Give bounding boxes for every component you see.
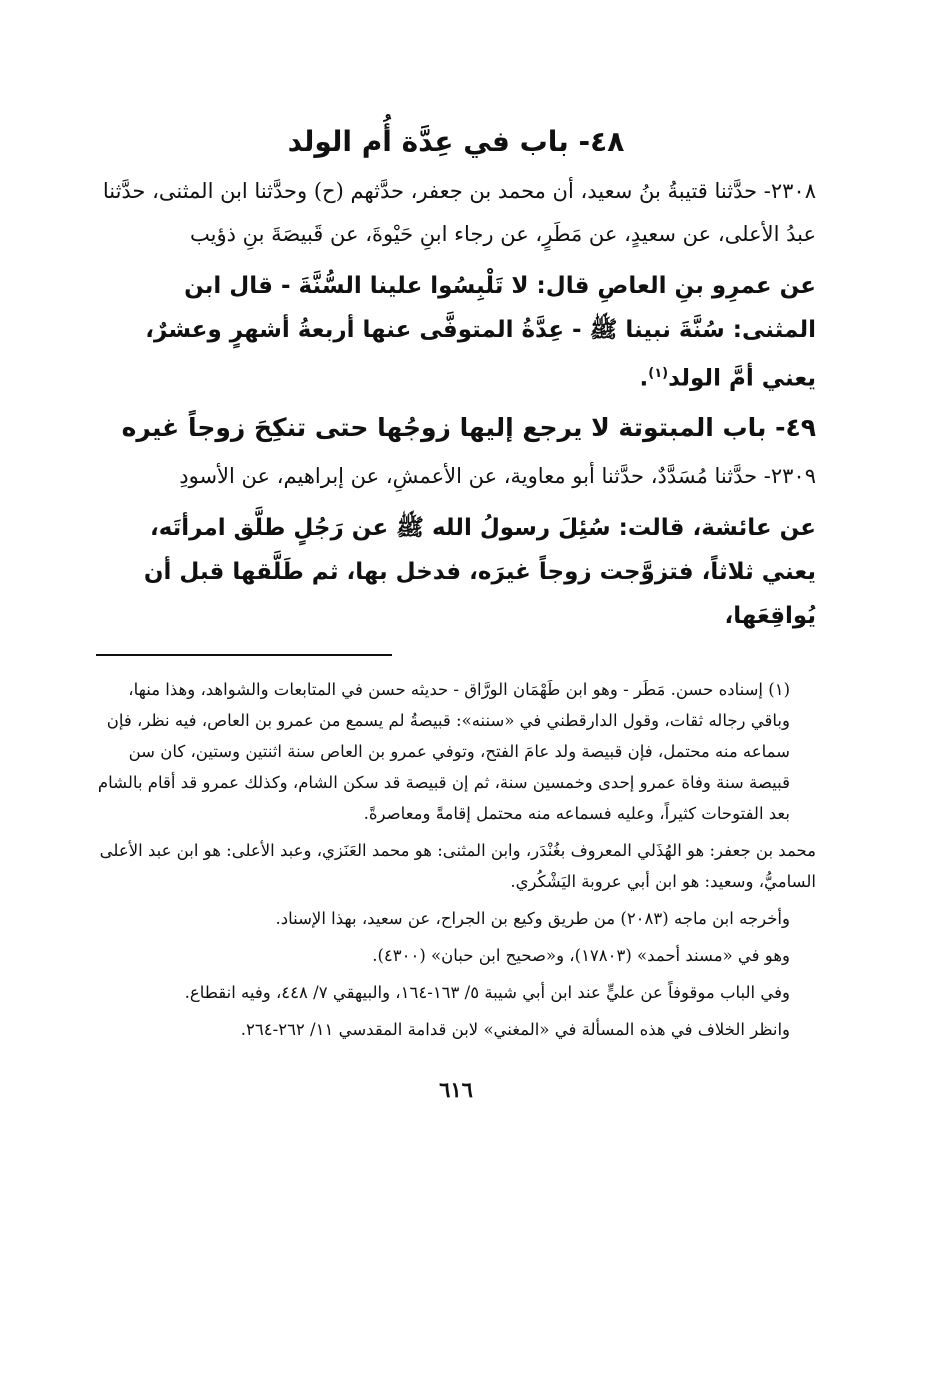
footnote-ref-1[interactable]: (١): [648, 366, 669, 381]
hadith-2309-matn: عن عائشة، قالت: سُئِلَ رسولُ الله ﷺ عن رَجُلٍ طلَّق امرأتَه، يعني ثلاثاً، فتزوَّجت زوجاً غيرَه، فدخل بها، ثم طَلَّقها قبل أن يُواقِعَها،: [143, 514, 816, 629]
hadith-2308-isnad: ٢٣٠٨- حدَّثنا قتيبةُ بنُ سعيد، أن محمد بن جعفر، حدَّثهم (ح) وحدَّثنا ابن المثنى، حدَّثنا عبدُ الأعلى، عن سعيدٍ، عن مَطَرٍ، عن رجاء ابنِ حَيْوةَ، عن قَبيصَةَ بنِ ذؤيب: [102, 179, 816, 246]
hadith-2308-matn: [96, 264, 816, 401]
footnote-mughni: وانظر الخلاف في هذه المسألة في «المغني» لابن قدامة المقدسي ١١/ ٢٦٢-٢٦٤.: [240, 1019, 790, 1039]
matn-end-mark: .: [639, 365, 649, 392]
chapter-49-title: ٤٩- باب المبتوتة لا يرجع إليها زوجُها حتى تنكِحَ زوجاً غيره: [121, 412, 816, 442]
footnote-separator-wrap: [96, 654, 816, 656]
hadith-2308-matn-text: عن عمرِو بنِ العاصِ قال: لا تَلْبِسُوا علينا السُّنَّةَ - قال ابن المثنى: سُنَّةَ نبينا ﷺ - عِدَّةُ المتوفَّى عنها أربعةُ أشهرٍ وعشرٌ، يعني أمَّ الولد: [145, 273, 816, 392]
footnote-1: (١) إسناده حسن. مَطَر - وهو ابن طَهْمَان الورَّاق - حديثه حسن في المتابعات والشواهد، وهذا منها، وباقي رجاله ثقات، وقول الدارقطني في «سننه»: قبيصةُ لم يسمع من عمرو بن العاص، فيه نظر، فإن سماعه منه محتمل، فإن قبيصة ولد عامَ الفتح، وتوفي عمرو بن العاص سنة اثنتين وستين، كان سن قبيصة سنة وفاة عمرو إحدى وخمسين سنة، ثم إن قبيصة قد سكن الشام، وكذلك عمرو قد أقام بالشام بعد الفتوحات كثيراً، وعليه فسماعه منه محتمل إقامةً ومعاصرةً.: [97, 679, 790, 823]
hadith-2309-isnad: ٢٣٠٩- حدَّثنا مُسَدَّدٌ، حدَّثنا أبو معاوية، عن الأعمشِ، عن إبراهيم، عن الأسودِ: [179, 463, 816, 488]
footnotes: [96, 674, 816, 1045]
footnote-mawquf: وفي الباب موقوفاً عن عليٍّ عند ابن أبي شيبة ٥/ ١٦٣-١٦٤، والبيهقي ٧/ ٤٤٨، وفيه انقطاع.: [184, 982, 790, 1002]
chapter-48-title: ٤٨- باب في عِدَّة أُم الولد: [287, 125, 625, 158]
footnote-takhrij-ibn-majah: وأخرجه ابن ماجه (٢٠٨٣) من طريق وكيع بن الجراح، عن سعيد، بهذا الإسناد.: [275, 908, 790, 928]
page-number: ٦١٦: [439, 1076, 473, 1102]
footnote-narrators: محمد بن جعفر: هو الهُذَلي المعروف بغُنْدَر، وابن المثنى: هو محمد العَنَزي، وعبد الأعلى: هو ابن عبد الأعلى الساميُّ، وسعيد: هو ابن أبي عروبة اليَشْكُري.: [99, 840, 816, 891]
book-page: [96, 118, 816, 1102]
footnote-takhrij-ahmad: وهو في «مسند أحمد» (١٧٨٠٣)، و«صحيح ابن حبان» (٤٣٠٠).: [372, 945, 790, 965]
footnote-separator: [96, 654, 392, 656]
